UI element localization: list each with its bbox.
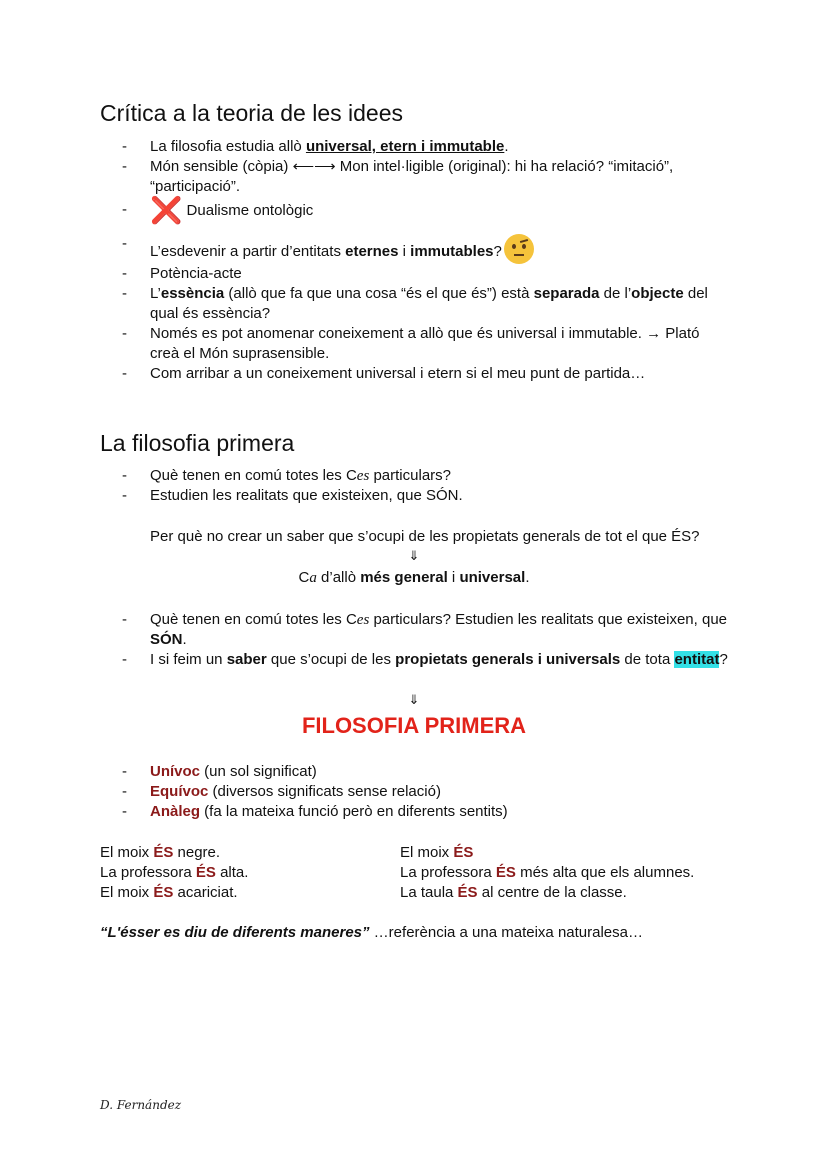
list-item: - Unívoc (un sol significat) [122,762,732,782]
thinking-face-icon [504,234,534,264]
question-paragraph: Per què no crear un saber que s’ocupi de les propietats generals de tot el que ÉS? [150,528,700,545]
list-item: - Només es pot anomenar coneixement a allò que és universal i immutable. → Plató creà el Món suprasensible. [122,324,732,364]
list-item: - L’esdevenir a partir d’entitats eternes i immutables? [122,234,732,264]
author-signature: D. Fernández [100,1098,182,1112]
example-line: La professora ÉS més alta que els alumnes. [400,864,695,881]
examples-left [100,843,248,903]
filosofia-list-2 [122,610,732,670]
down-arrow-icon: ⇓ [408,548,420,563]
filosofia-list-1 [122,466,732,506]
section-title-filosofia-primera: La filosofia primera [100,430,295,456]
down-arrow-icon: ⇓ [408,692,420,707]
list-item: - Potència-acte [122,264,732,284]
highlighted-term: entitat [674,651,720,668]
list-item: - I si feim un saber que s’ocupi de les propietats generals i universals de tota entitat? [122,650,732,670]
list-item: - Món sensible (còpia) ⟵⟶ Mon intel·ligible (original): hi ha relació? “imitació”, “participació”. [122,157,732,197]
list-item: - Equívoc (diversos significats sense relació) [122,782,732,802]
list-item: - Què tenen en comú totes les Ces particulars? [122,466,732,486]
examples-right [400,843,694,903]
list-item: - Anàleg (fa la mateixa funció però en diferents sentits) [122,802,732,822]
list-item: - Què tenen en comú totes les Ces particulars? Estudien les realitats que existeixen, que SÓN. [122,610,732,650]
example-line: El moix ÉS [400,844,474,861]
list-item: - L’essència (allò que fa que una cosa “és el que és”) està separada de l’objecte del qual és essència? [122,284,732,324]
critica-list [122,137,732,384]
cross-icon: ❌ [150,195,183,225]
list-item: - ❌ Dualisme ontològic [122,200,732,221]
list-item: - Estudien les realitats que existeixen, que SÓN. [122,486,732,506]
aristotle-quote: “L'ésser es diu de diferents maneres” …referència a una mateixa naturalesa… [100,924,643,941]
example-line: El moix ÉS negre. [100,844,221,861]
example-line: La taula ÉS al centre de la classe. [400,884,627,901]
list-item: - Com arribar a un coneixement universal i etern si el meu punt de partida… [122,364,732,384]
section-title-critica: Crítica a la teoria de les idees [100,100,403,126]
list-item: - La filosofia estudia allò universal, etern i immutable. [122,137,732,157]
example-line: La professora ÉS alta. [100,864,249,881]
ca-definition: Ca d’allò més general i universal. [298,569,530,586]
term-types-list [122,762,732,822]
example-line: El moix ÉS acariciat. [100,884,238,901]
filosofia-primera-heading: FILOSOFIA PRIMERA [301,713,527,738]
